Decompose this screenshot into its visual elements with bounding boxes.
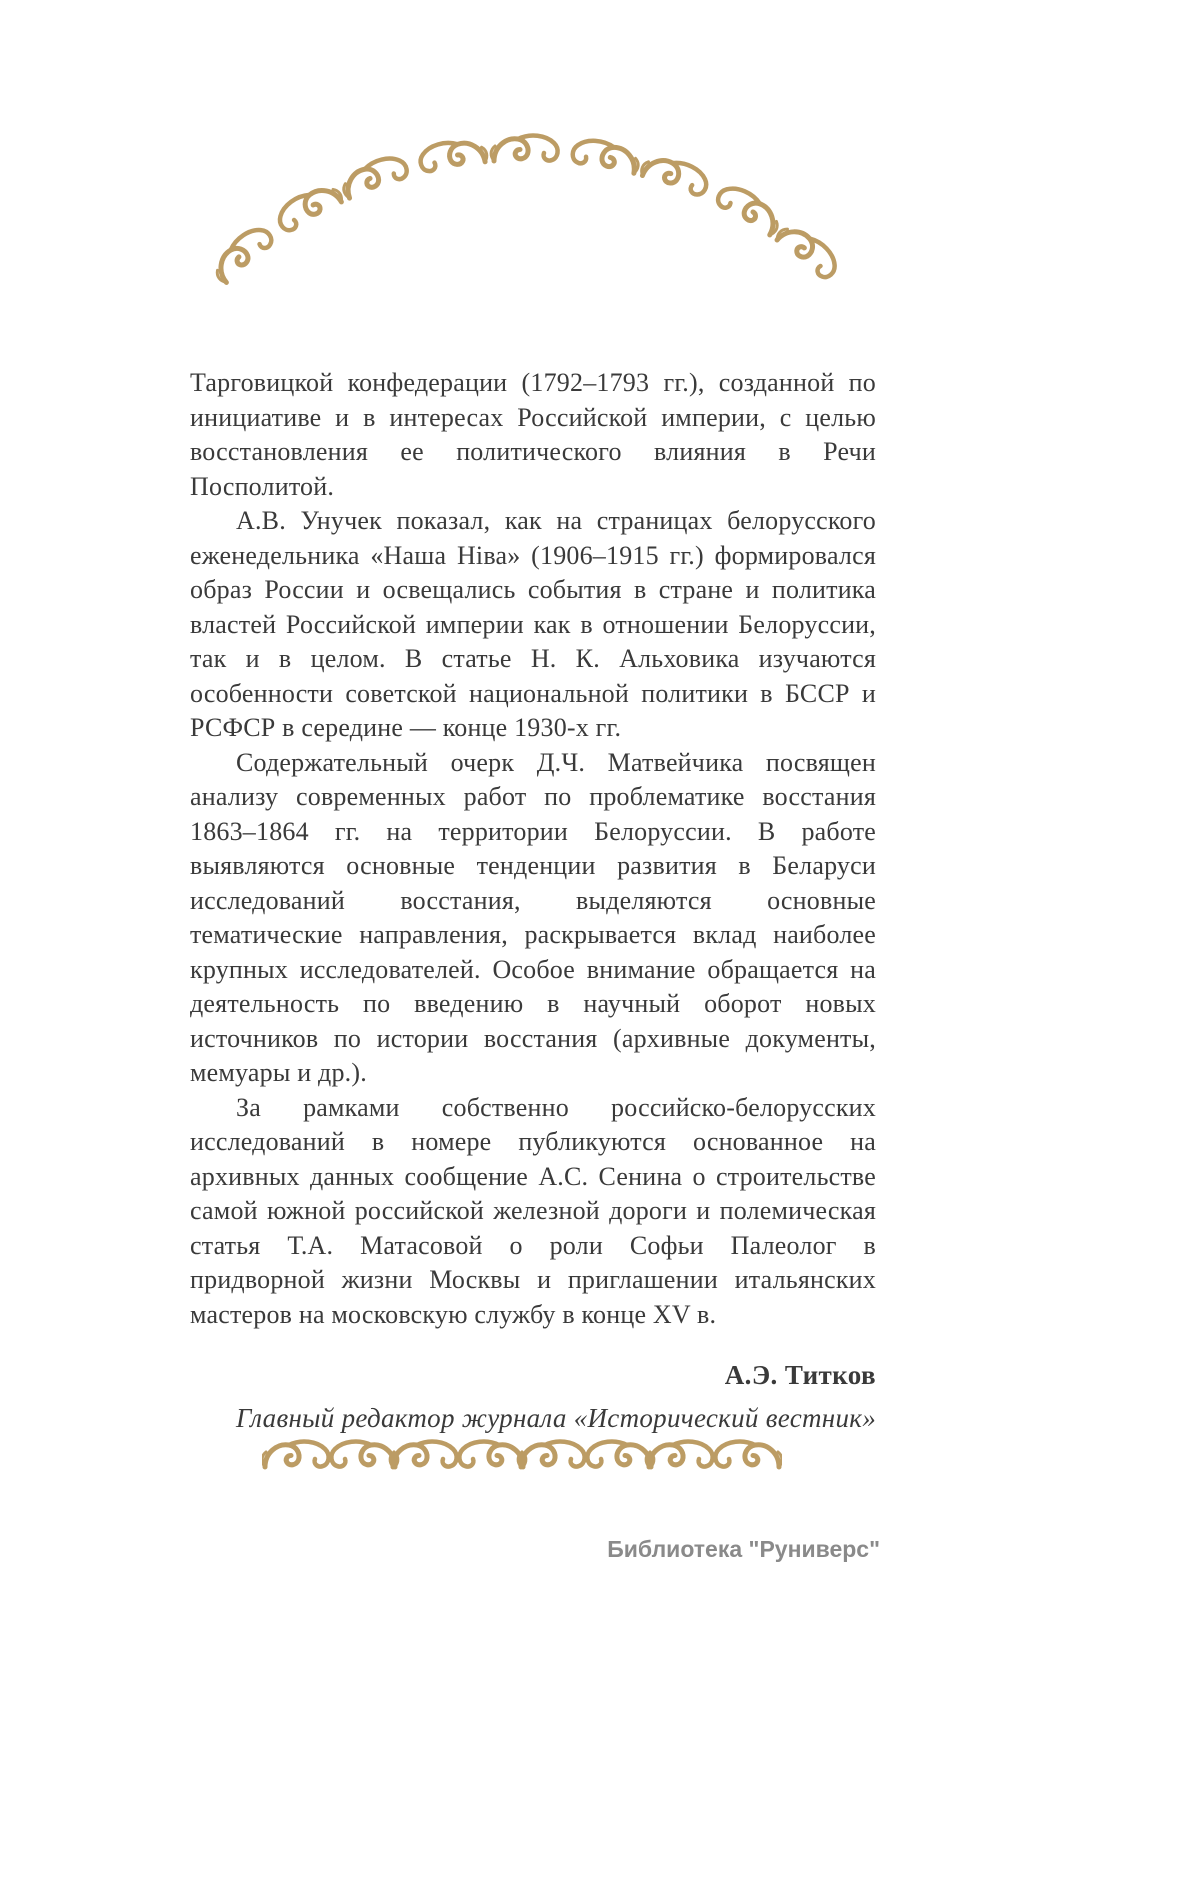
bottom-divider-ornament — [262, 1432, 782, 1480]
top-arch-ornament — [0, 0, 1200, 300]
body-paragraph: А.В. Унучек показал, как на страницах белорусского еженедельника «Наша Ніва» (1906–1915 гг.) формировался образ России и освещались события в стране и политика властей Российской империи как в отношении Белоруссии, так и в целом. В статье Н. К. Альховика изучаются особенности советской национальной политики в БССР и РСФСР в середине — конце 1930-х гг. — [190, 506, 876, 742]
editor-title: Главный редактор журнала «Исторический вестник» — [236, 1402, 876, 1433]
body-paragraph: Тарговицкой конфедерации (1792–1793 гг.), созданной по инициативе и в интересах Российской империи, с целью восстановления ее политического влияния в Речи Посполитой. — [190, 368, 876, 501]
text-block — [190, 366, 876, 1435]
editor-name: А.Э. Титков — [724, 1360, 876, 1390]
body-paragraph: За рамками собственно российско-белорусских исследований в номере публикуются основанное на архивных данных сообщение А.С. Сенина о строительстве самой южной российской железной дороги и полемическая статья Т.А. Матасовой о роли Софьи Палеолог в придворной жизни Москвы и приглашении итальянских мастеров на московскую службу в конце XV в. — [190, 1092, 876, 1329]
runivers-watermark: Библиотека "Руниверс" — [607, 1536, 880, 1562]
body-paragraph: Содержательный очерк Д.Ч. Матвейчика посвящен анализу современных работ по проблематике восстания 1863–1864 гг. на территории Белоруссии. В работе выявляются основные тенденции развития в Беларуси исследований восстания, выделяются основные тематические направления, раскрывается вклад наиболее крупных исследователей. Особое внимание обращается на деятельность по введению в научный оборот новых источников по истории восстания (архивные документы, мемуары и др.). — [190, 747, 876, 1087]
